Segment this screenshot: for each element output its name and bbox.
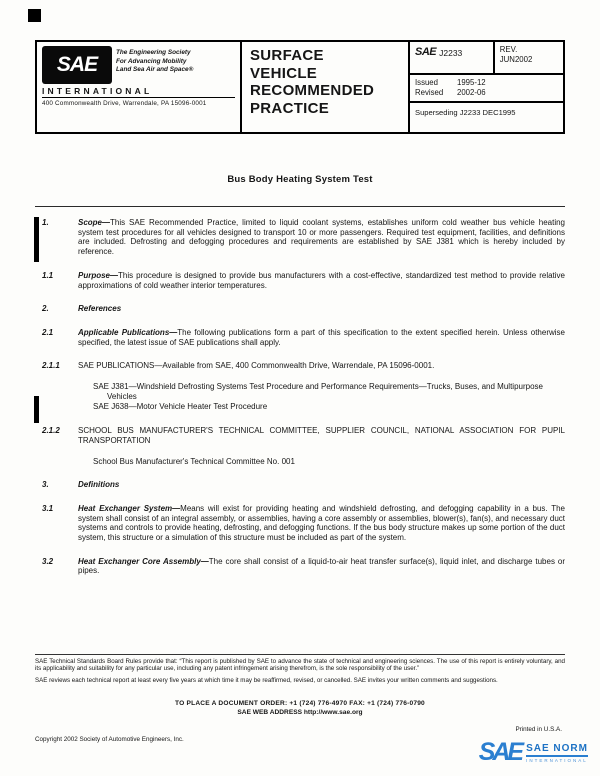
revised-label: Revised bbox=[415, 88, 444, 97]
section-number: 2. bbox=[42, 304, 49, 314]
section-number: 3. bbox=[42, 480, 49, 490]
doc-number bbox=[410, 42, 495, 73]
section-3 bbox=[42, 480, 565, 490]
section-heading: Purpose— bbox=[78, 270, 119, 280]
tagline-line-2: For Advancing Mobility bbox=[116, 57, 187, 65]
issued-label: Issued bbox=[415, 78, 438, 87]
section-number: 2.1.1 bbox=[42, 361, 60, 371]
title-rule bbox=[35, 206, 565, 207]
publisher-address: 400 Commonwealth Drive, Warrendale, PA 15096-0001 bbox=[42, 100, 207, 107]
revised-value: 2002-06 bbox=[457, 88, 486, 97]
section-body-text: SCHOOL BUS MANUFACTURER'S TECHNICAL COMMITTEE, SUPPLIER COUNCIL, NATIONAL ASSOCIATION FOR PUPIL TRANSPORTATION bbox=[78, 426, 565, 445]
section-heading: References bbox=[78, 304, 122, 314]
international-label: INTERNATIONAL bbox=[42, 86, 235, 98]
section-body-text: The core shall consist of a liquid-to-air heat transfer surface(s), liquid inlet, and discharge tubes or pipes. bbox=[78, 556, 565, 576]
reference-item: SAE J381—Windshield Defrosting Systems Test Procedure and Performance Requirements—Trucks, Buses, and Multipurpose Vehicles bbox=[93, 382, 543, 401]
section-text bbox=[78, 557, 565, 576]
document-header bbox=[35, 40, 565, 134]
doc-type-line-3: RECOMMENDED bbox=[250, 82, 375, 99]
publisher-tagline bbox=[116, 46, 193, 84]
section-body-text: This procedure is designed to provide bus manufacturers with a cost-effective, standardized test method to provide relative approximations of cold weather interior temperatures. bbox=[78, 270, 565, 290]
reference-item: SAE J638—Motor Vehicle Heater Test Procedure bbox=[93, 402, 268, 412]
section-heading: Applicable Publications— bbox=[78, 327, 178, 337]
printed-in-note: Printed in U.S.A. bbox=[515, 726, 562, 733]
sae-norm-name: SAE NORM bbox=[526, 743, 588, 757]
doc-type-line-2: VEHICLE bbox=[250, 64, 318, 82]
section-text bbox=[78, 304, 565, 314]
footer-disclaimer bbox=[35, 658, 565, 684]
sae-web-address[interactable]: SAE WEB ADDRESS http://www.sae.org bbox=[237, 709, 363, 716]
sae-reference-list bbox=[93, 382, 565, 412]
section-text bbox=[78, 218, 565, 257]
section-2-1 bbox=[42, 328, 565, 347]
scan-mark bbox=[28, 9, 41, 22]
section-text bbox=[78, 328, 565, 347]
sae-logo-text: SAE bbox=[56, 53, 98, 76]
rev-label: REV. bbox=[499, 45, 518, 54]
section-heading: Definitions bbox=[78, 480, 120, 490]
document-type-cell bbox=[242, 42, 410, 132]
document-meta-cell bbox=[410, 42, 563, 132]
section-1-1 bbox=[42, 271, 565, 290]
school-bus-reference: School Bus Manufacturer's Technical Committee No. 001 bbox=[93, 456, 295, 466]
section-3-2 bbox=[42, 557, 565, 576]
section-body-text: This SAE Recommended Practice, limited to liquid coolant systems, establishes uniform cold weather bus vehicle heating system test procedures for all vehicles designed to transport 10 or more passengers. Required test equipment, facilities, and definitions are included. Defrosting and defogging procedures and requirements are established by SAE J381 which is hereby included by reference. bbox=[78, 218, 565, 257]
section-number: 3.1 bbox=[42, 503, 54, 513]
section-number: 1. bbox=[42, 218, 49, 227]
sae-norm-logo bbox=[479, 740, 588, 764]
sae-norm-text-block bbox=[526, 740, 588, 763]
issued-value: 1995-12 bbox=[457, 78, 486, 87]
section-2-1-2 bbox=[42, 426, 565, 445]
section-text bbox=[78, 361, 565, 371]
doc-type-line-4: PRACTICE bbox=[250, 99, 330, 117]
section-body-text: SAE PUBLICATIONS—Available from SAE, 400 Commonwealth Drive, Warrendale, PA 15096-0001. bbox=[78, 361, 435, 371]
sae-mark: SAE bbox=[415, 46, 437, 58]
sae-norm-tagline: INTERNATIONAL bbox=[526, 758, 588, 763]
sae-logo bbox=[42, 46, 112, 84]
section-2-1-1 bbox=[42, 361, 565, 371]
section-2 bbox=[42, 304, 565, 314]
section-heading: Heat Exchanger Core Assembly— bbox=[78, 556, 209, 566]
document-order-line: TO PLACE A DOCUMENT ORDER: +1 (724) 776-4970 FAX: +1 (724) 776-0790 bbox=[175, 700, 425, 707]
section-number: 2.1.2 bbox=[42, 426, 60, 436]
doc-number-row bbox=[410, 42, 563, 75]
footer-rule bbox=[35, 654, 565, 655]
disclaimer-paragraph-2: SAE reviews each technical report at least every five years at which time it may be reaffirmed, revised, or cancelled. SAE invites your written comments and suggestions. bbox=[35, 676, 498, 684]
section-body-text: The following publications form a part of this specification to the extent specified herein. Unless otherwise specified, the latest issue of SAE publications shall apply. bbox=[78, 327, 565, 347]
section-text bbox=[78, 480, 565, 490]
revision-cell bbox=[495, 42, 563, 73]
section-number: 1.1 bbox=[42, 270, 54, 280]
document-body bbox=[35, 210, 565, 576]
section-number: 3.2 bbox=[42, 556, 54, 566]
section-3-1 bbox=[42, 504, 565, 543]
document-type bbox=[250, 47, 400, 117]
page-title: Bus Body Heating System Test bbox=[227, 174, 373, 185]
section-text bbox=[78, 426, 565, 445]
section-text bbox=[78, 271, 565, 290]
copyright-notice: Copyright 2002 Society of Automotive Engineers, Inc. bbox=[35, 736, 184, 743]
section-body-text: Means will exist for providing heating and windshield defrosting, and defogging capability in a bus. The system shall consist of an integral assembly, or assemblies, having a core assembly or assemblies, blower(s), fan(s), and necessary duct systems and controls to provide heating, defrosting, and defogging functions. If the bus body structure makes up some portion of the duct system, this structure or a simulation of this structure must be included as part of the system. bbox=[78, 503, 566, 543]
issued-row bbox=[415, 78, 558, 88]
disclaimer-paragraph-1: SAE Technical Standards Board Rules provide that: “This report is published by SAE to advance the state of technical and engineering sciences. The use of this report is entirely voluntary, and its applicability and suitability for any particular use, including any patent infringement arising therefrom, is the sole responsibility of the user.” bbox=[35, 658, 565, 673]
revised-row bbox=[415, 88, 558, 98]
header-publisher-cell bbox=[37, 42, 242, 132]
rev-value: JUN2002 bbox=[499, 55, 533, 64]
logo-row bbox=[42, 46, 235, 84]
section-number: 2.1 bbox=[42, 327, 54, 337]
doc-type-line-1: SURFACE bbox=[250, 47, 324, 64]
section-heading: Scope— bbox=[78, 218, 111, 227]
sae-norm-mark: SAE bbox=[478, 738, 522, 766]
section-text bbox=[78, 504, 565, 543]
doc-number-value: J2233 bbox=[439, 48, 463, 58]
tagline-line-1: The Engineering Society bbox=[116, 49, 191, 56]
section-heading: Heat Exchanger System— bbox=[78, 503, 181, 513]
superseding-note: Superseding J2233 DEC1995 bbox=[415, 108, 516, 117]
tagline-line-3: Land Sea Air and Space® bbox=[116, 66, 194, 74]
issue-dates-cell bbox=[410, 75, 563, 103]
section-1 bbox=[42, 218, 565, 257]
